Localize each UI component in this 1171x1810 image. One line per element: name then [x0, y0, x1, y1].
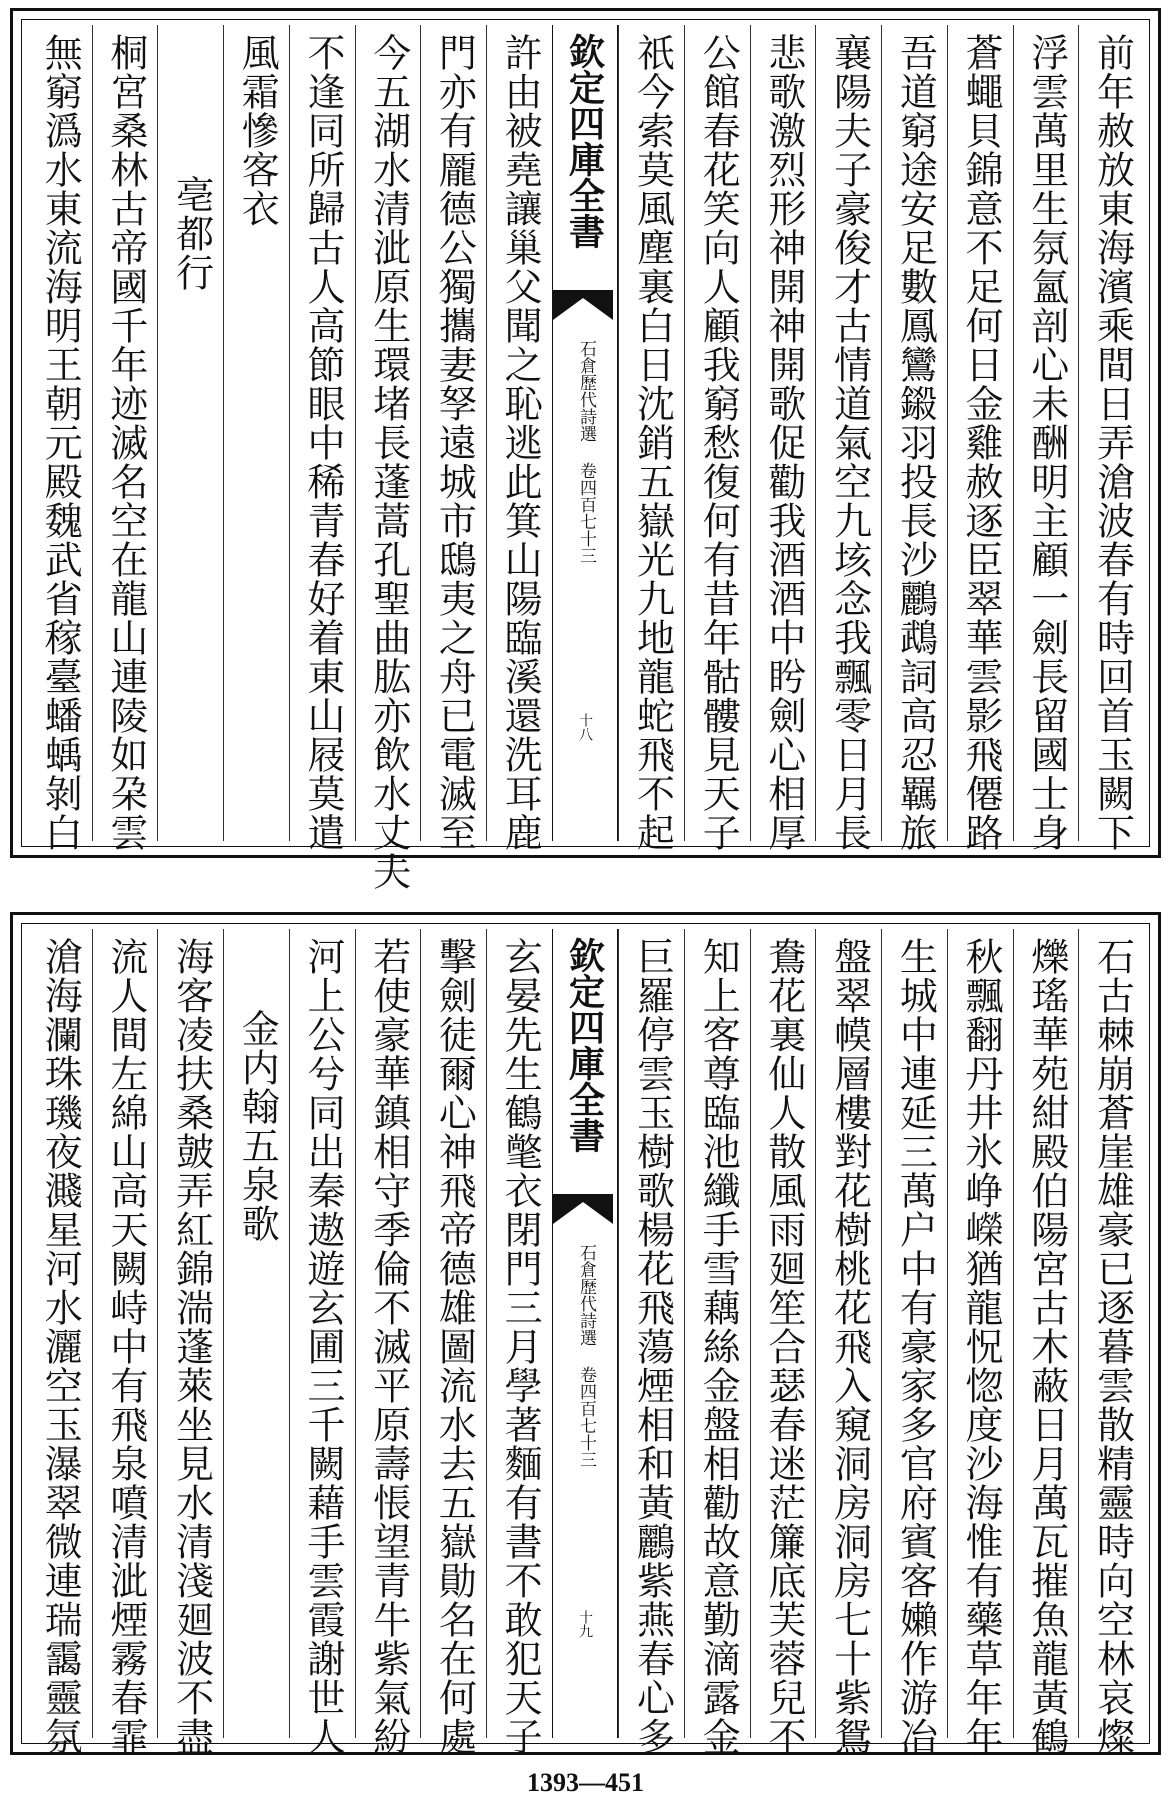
- verse-line: 前年赦放東海濱乘間日弄滄波春有時回首玉闕下: [1090, 33, 1135, 852]
- verse-line: 滄海瀾珠璣夜濺星河水灑空玉瀑翠微連瑞靄靈氛: [38, 937, 83, 1756]
- verse-line: 海客凌扶桑皷弄紅錦湍蓬萊坐見水清淺廻波不盡: [169, 937, 214, 1756]
- verse-line: 盤翠幙層樓對花樹桃花飛入窺洞房洞房七十紫鴛: [827, 937, 872, 1756]
- text-column: [684, 25, 750, 852]
- library-title: 欽定四庫全書: [563, 33, 606, 249]
- text-column: [157, 25, 223, 841]
- verse-line: 若使豪華鎮相守季倫不滅平原壽悵望青牛紫氣紛: [366, 937, 411, 1756]
- text-column: [420, 929, 486, 1756]
- verse-line: 吾道窮途安足數鳳鸞鎩羽投長沙鸝鵡詞高忍羈旅: [893, 33, 938, 852]
- text-column: [947, 929, 1013, 1756]
- text-column: [92, 929, 158, 1756]
- verse-line: 公館春花笑向人顧我窮愁復何有昔年骷髏見天子: [696, 33, 741, 852]
- center-fold-column: [552, 25, 619, 841]
- text-column: [947, 25, 1013, 852]
- text-column: [618, 929, 684, 1756]
- verse-line: 無窮潙水東流海明王朝元殿魏武省稼臺蟠蝺剝白: [38, 33, 83, 852]
- poem-title: 亳都行: [169, 175, 214, 292]
- text-column: [881, 929, 947, 1756]
- text-column: [486, 929, 552, 1756]
- text-column: [1078, 25, 1144, 852]
- text-column: [355, 929, 421, 1756]
- folio-number: 十九: [577, 1610, 594, 1638]
- text-column: [27, 929, 92, 1756]
- text-column: [420, 25, 486, 852]
- text-column: [289, 25, 355, 852]
- verse-line: 知上客尊臨池纖手雪藕絲金盤相勸故意勤滴露金: [696, 937, 741, 1756]
- page-top: [10, 8, 1161, 891]
- verse-line: 不逢同所歸古人高節眼中稀青春好着東山屐莫遣: [301, 33, 345, 852]
- verse-line: 祇今索莫風塵裏白日沈銷五嶽光九地龍蛇飛不起: [630, 33, 675, 852]
- text-column: [750, 25, 816, 852]
- text-column: [618, 25, 684, 852]
- verse-line: 蒼蠅貝錦意不足何日金雞赦逐臣翠華雲影飛僊路: [959, 33, 1004, 852]
- verse-line: 玄晏先生鶴氅衣閉門三月學著麵有書不敢犯天子: [498, 937, 543, 1756]
- text-column: [223, 929, 289, 1738]
- verse-line: 門亦有龎德公獨攜妻孥遠城市鴟夷之舟已電滅至: [432, 33, 477, 852]
- text-column: [881, 25, 947, 852]
- verse-line: 擊劍徒爾心神飛帝德雄圖流水去五嶽勛名在何處: [432, 937, 477, 1756]
- folio-number: 十八: [577, 713, 594, 741]
- verse-line: 許由被堯讓巢父聞之恥逃此箕山陽臨溪還洗耳鹿: [498, 33, 543, 852]
- verse-line: 悲歌激烈形神開神開歌促勸我酒酒中盻劍心相厚: [761, 33, 806, 852]
- fishtail-mark-icon: [553, 1194, 613, 1224]
- column-area: [27, 25, 1144, 891]
- column-area: [27, 929, 1144, 1756]
- text-column: [684, 929, 750, 1756]
- text-column: [157, 929, 223, 1756]
- verse-line: 今五湖水清泚原生環堵長蓬蒿孔聖曲肱亦飲水丈夫: [366, 33, 411, 891]
- text-column: [223, 25, 289, 841]
- verse-line: 秋飄翻丹井氷峥嶸猶龍怳惚度沙海惟有藥草年年: [959, 937, 1004, 1756]
- verse-line: 桐宮桑林古帝國千年迹滅名空在龍山連陵如朶雲: [103, 33, 148, 852]
- text-column: [1013, 25, 1079, 852]
- book-volume-label: 石倉歷代詩選 卷四百七十三: [575, 340, 596, 564]
- text-column: [27, 25, 92, 852]
- verse-line: 爍瑤華苑紺殿伯陽宮古木蔽日月萬瓦摧魚龍黃鶴: [1024, 937, 1069, 1756]
- verse-line: 襄陽夫子豪俊才古情道氣空九垓念我飄零日月長: [827, 33, 872, 852]
- center-fold-column: [552, 929, 619, 1738]
- verse-line: 流人間左綿山高天闕峙中有飛泉噴清泚煙霧春霏: [103, 937, 148, 1756]
- text-column: [289, 929, 355, 1756]
- text-column: [355, 25, 421, 891]
- verse-line: 石古棘崩蒼崖雄豪已逐暮雲散精靈時向空林哀燦: [1090, 937, 1135, 1756]
- verse-line: 浮雲萬里生氛氳剖心未酬明主顧一劍長留國士身: [1024, 33, 1069, 852]
- verse-line: 風霜慘客衣: [235, 33, 280, 228]
- text-column: [486, 25, 552, 852]
- text-column: [92, 25, 158, 852]
- library-title: 欽定四庫全書: [563, 937, 606, 1153]
- poem-title: 金内翰五泉歌: [235, 1009, 280, 1243]
- verse-line: 河上公兮同出秦遨遊玄圃三千闕藉手雲霞謝世人: [301, 937, 345, 1756]
- text-column: [1078, 929, 1144, 1756]
- text-column: [1013, 929, 1079, 1756]
- fishtail-mark-icon: [553, 290, 613, 320]
- book-volume-label: 石倉歷代詩選 卷四百七十三: [575, 1244, 596, 1468]
- page-footer-number: 1393—451: [527, 1768, 644, 1797]
- text-column: [750, 929, 816, 1756]
- verse-line: 巨羅停雲玉樹歌楊花飛蕩煙相和黃鸝紫燕春心多: [630, 937, 675, 1756]
- verse-line: 鴦花裏仙人散風雨廻笙合瑟春迷茫簾底芙蓉兒不: [761, 937, 806, 1756]
- verse-line: 生城中連延三萬户中有豪家多官府賓客嬾作游冶: [893, 937, 938, 1756]
- text-column: [815, 929, 881, 1756]
- text-column: [815, 25, 881, 852]
- page-bottom: [10, 912, 1161, 1755]
